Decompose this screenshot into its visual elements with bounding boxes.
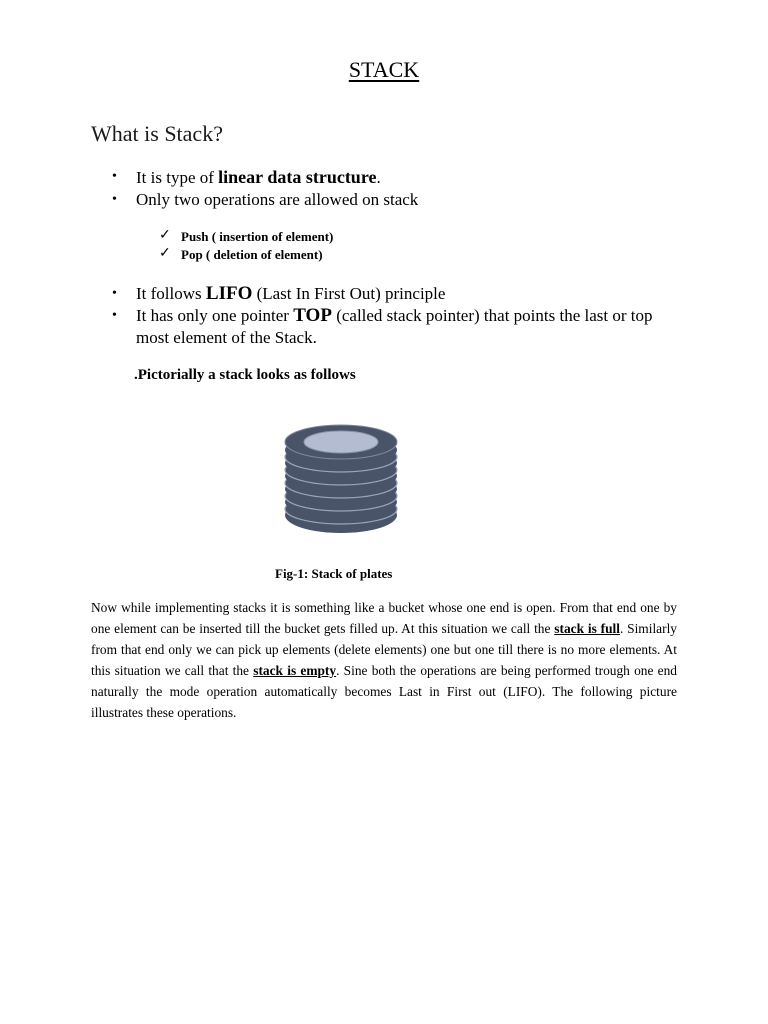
check-item-label: Pop ( deletion of element) bbox=[181, 247, 323, 262]
section-heading: What is Stack? bbox=[91, 121, 223, 146]
check-item-push bbox=[159, 228, 333, 246]
bullet-text: Only two operations are allowed on stack bbox=[136, 190, 419, 209]
bullet-linear-data-structure bbox=[91, 166, 681, 189]
bullet-text: . bbox=[376, 168, 381, 187]
bullet-top-pointer bbox=[91, 305, 681, 349]
bullet-list-1 bbox=[91, 166, 681, 211]
bullet-two-operations bbox=[91, 189, 681, 211]
paragraph-text: . Sine both the operations are being performed trough one end naturally the mode operation automatically becomes Last in First out (LIFO). The following picture illustrates these operations. bbox=[91, 663, 677, 720]
figure-caption: Fig-1: Stack of plates bbox=[275, 566, 393, 581]
check-mark-icon: ✓ bbox=[159, 228, 171, 243]
stack-full-term: stack is full bbox=[554, 621, 620, 636]
check-item-pop bbox=[159, 246, 333, 264]
check-mark-icon: ✓ bbox=[159, 246, 171, 261]
page-title: STACK bbox=[348, 57, 420, 82]
pictorial-intro: .Pictorially a stack looks as follows bbox=[134, 367, 356, 383]
paragraph-text: Now while implementing stacks it is something like a bucket whose one end is open. From that end one by one element can be inserted till the bucket gets filled up. At this situation we call the bbox=[91, 600, 677, 636]
bullet-text: It is type of bbox=[136, 168, 219, 187]
paragraph-text: . Similarly from that end only we can pick up elements (delete elements) one but one till there is no more elements. At this situation we call that the bbox=[91, 621, 677, 678]
stack-of-plates-figure bbox=[282, 420, 400, 538]
plate-1-top bbox=[285, 425, 397, 466]
body-paragraph bbox=[91, 597, 677, 723]
bullet-bold-text: TOP bbox=[293, 305, 332, 326]
bullet-text: (called stack pointer) that points the last or top most element of the Stack. bbox=[136, 306, 653, 347]
bullet-text: (Last In First Out) principle bbox=[252, 284, 446, 303]
operations-checklist bbox=[159, 228, 333, 264]
stack-empty-term: stack is empty bbox=[253, 663, 337, 678]
bullet-bold-text: linear data structure bbox=[218, 167, 377, 187]
bullet-bold-text: LIFO bbox=[205, 283, 253, 304]
bullet-text: It follows bbox=[136, 284, 206, 303]
bullet-text: It has only one pointer bbox=[136, 306, 294, 325]
bullet-lifo bbox=[91, 283, 681, 305]
check-item-label: Push ( insertion of element) bbox=[181, 229, 334, 244]
bullet-list-2 bbox=[91, 283, 681, 349]
